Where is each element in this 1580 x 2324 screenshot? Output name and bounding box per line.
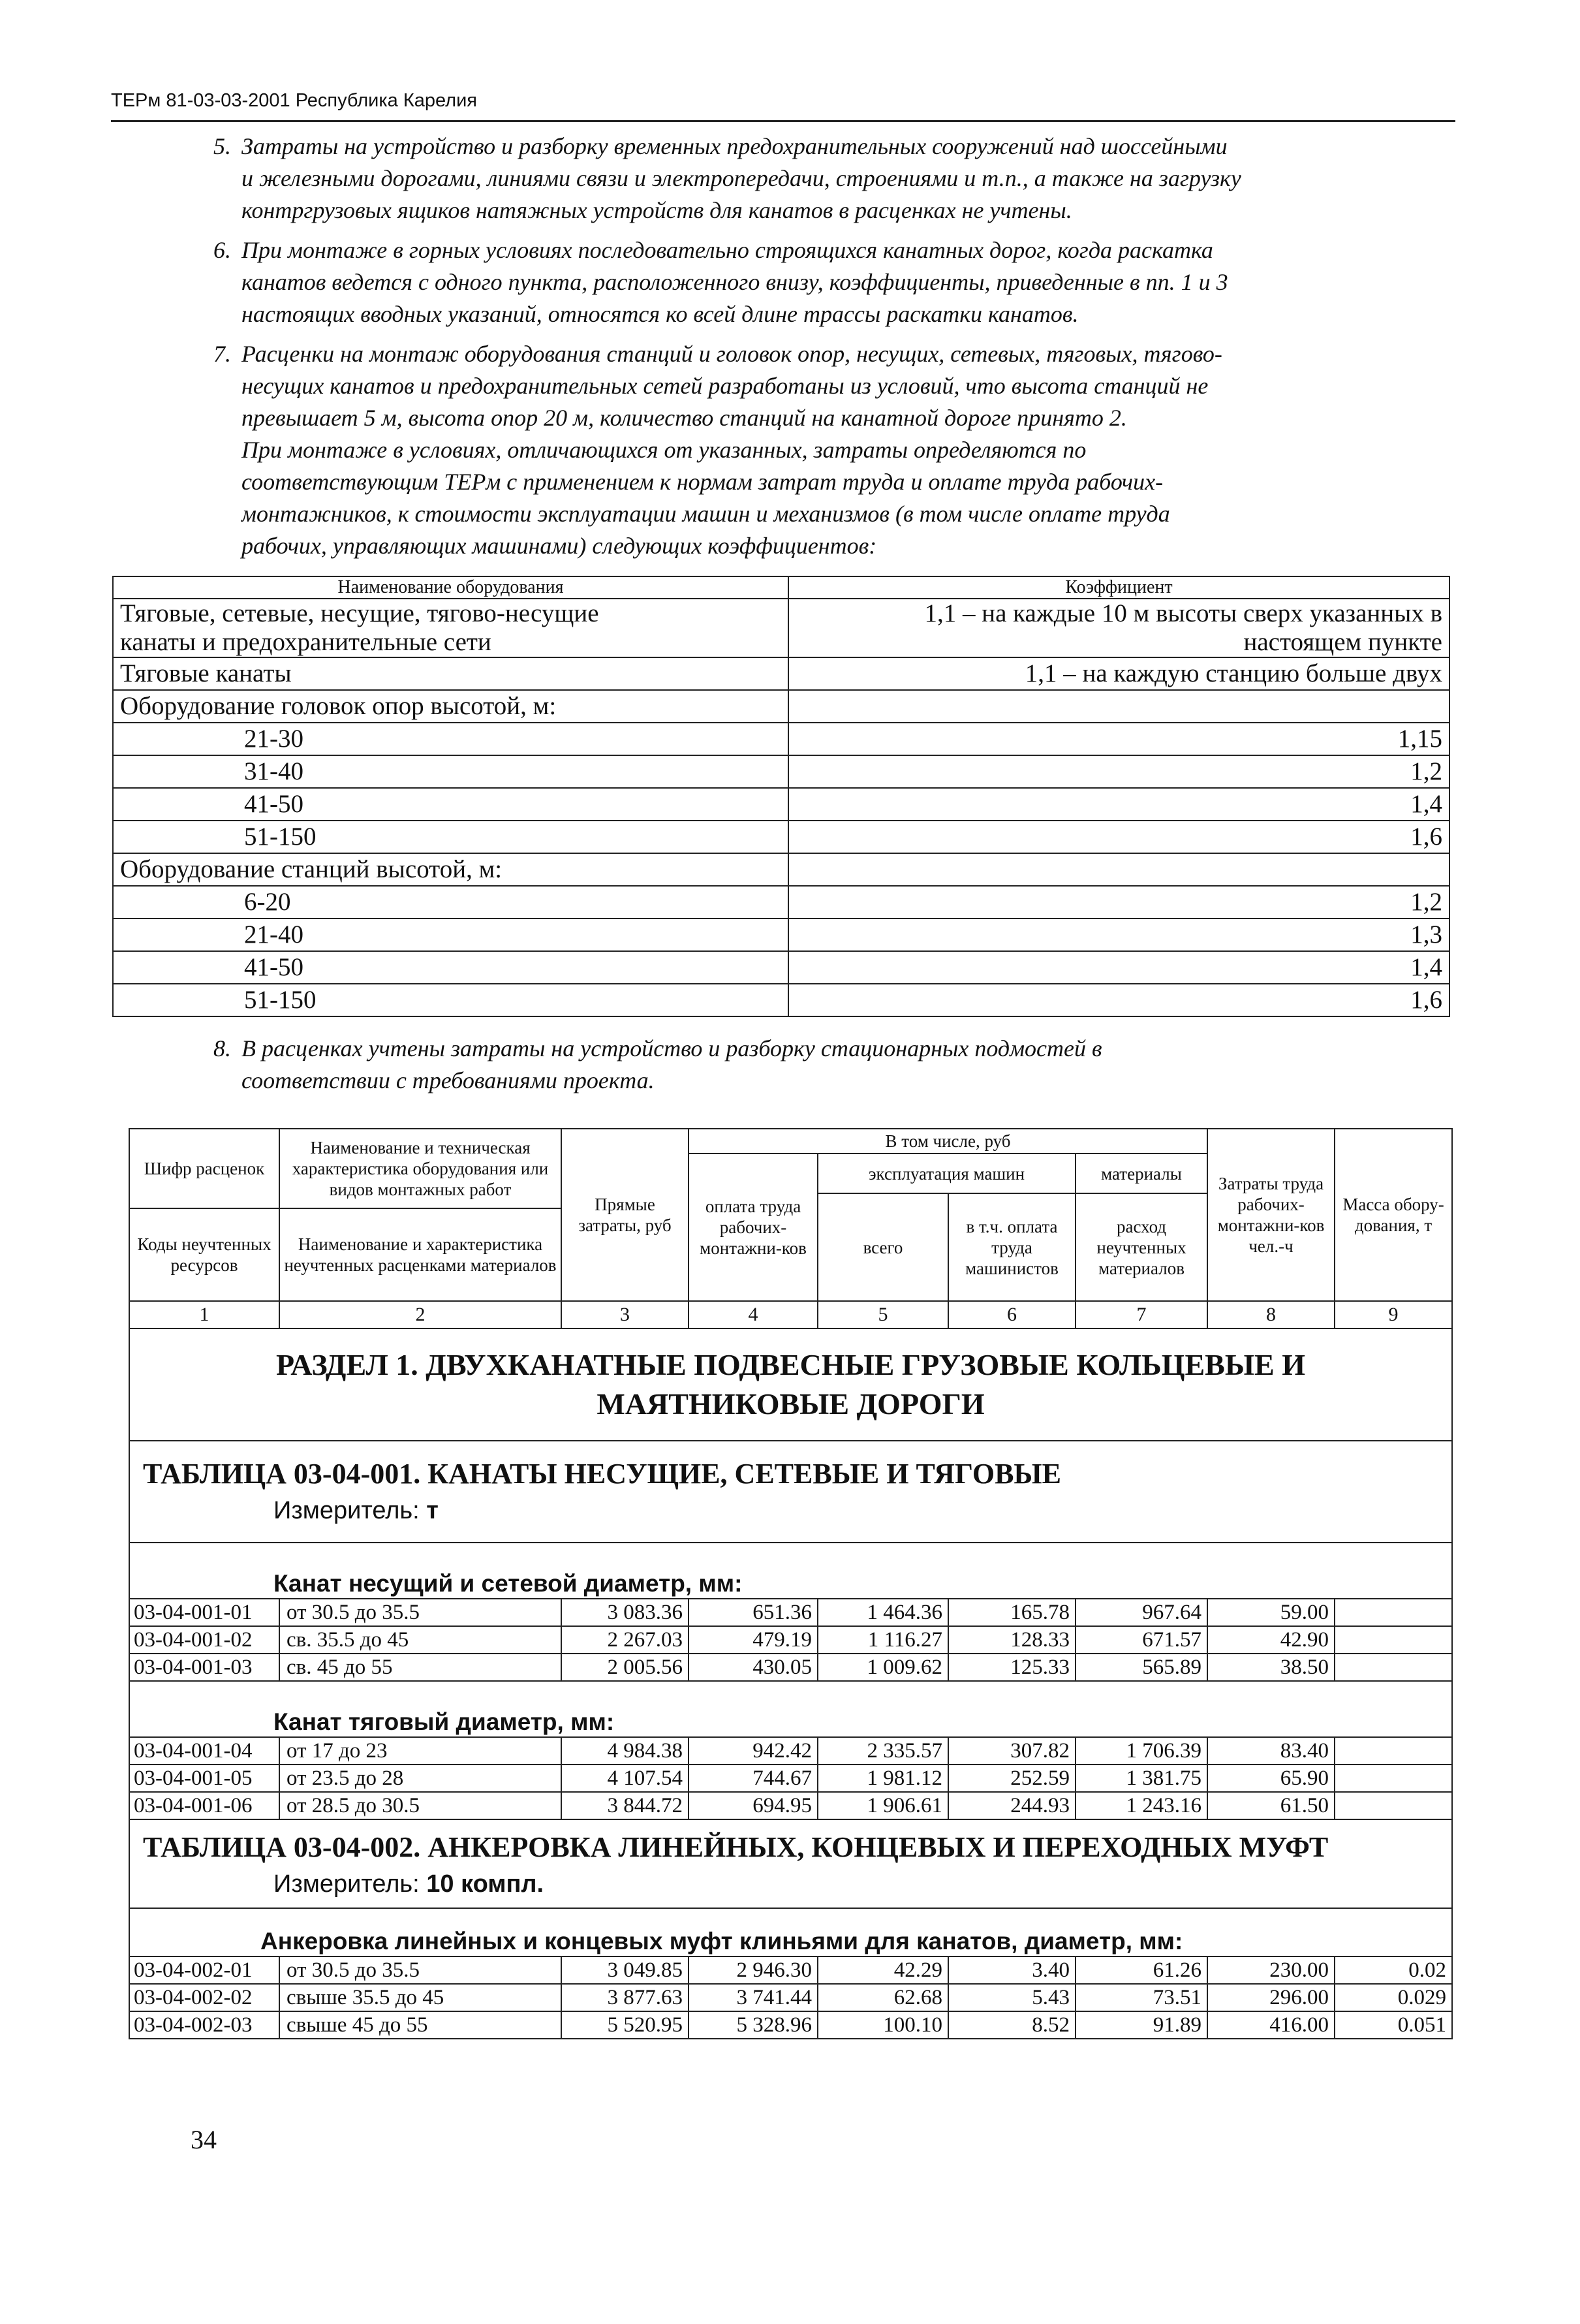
column-numbers-row: [129, 1301, 1452, 1328]
note-line: контргрузовых ящиков натяжных устройств для канатов в расценках не учтены.: [241, 197, 1072, 223]
row-code: 03-04-001-06: [129, 1792, 279, 1819]
coef-value: 1,4: [788, 788, 1449, 821]
section-row: [129, 1328, 1452, 1441]
coef-value: 1,2: [788, 886, 1449, 919]
row-machines: 1 981.12: [818, 1765, 948, 1792]
meter-label: Измеритель:: [273, 1870, 427, 1898]
row-labor: 61.50: [1207, 1792, 1335, 1819]
row-direct: 2 267.03: [561, 1626, 689, 1654]
row-mass: [1335, 1792, 1452, 1819]
group-title: Канат тяговый диаметр, мм:: [129, 1681, 1452, 1737]
row-machinists: 128.33: [948, 1626, 1076, 1654]
note-number: 7.: [213, 341, 231, 367]
note-line: и железными дорогами, линиями связи и электропередачи, строениями и т.п., а также на загрузку: [241, 165, 1241, 191]
group-title: Анкеровка линейных и концевых муфт клиньями для канатов, диаметр, мм:: [129, 1908, 1452, 1956]
table-title-text: ТАБЛИЦА 03-04-001. КАНАТЫ НЕСУЩИЕ, СЕТЕВЫЕ И ТЯГОВЫЕ: [143, 1458, 1061, 1490]
row-name: от 23.5 до 28: [279, 1765, 561, 1792]
row-mass: [1335, 1626, 1452, 1654]
section-title-line: МАЯТНИКОВЫЕ ДОРОГИ: [596, 1387, 985, 1421]
row-machinists: 5.43: [948, 1984, 1076, 2011]
row-materials: 73.51: [1076, 1984, 1207, 2011]
coef-name-line: Тяговые, сетевые, несущие, тягово-несущие: [120, 599, 599, 627]
row-code: 03-04-001-05: [129, 1765, 279, 1792]
coef-row: [113, 919, 1449, 951]
table-row: [129, 1626, 1452, 1654]
page-number: 34: [191, 2125, 217, 2154]
row-wages: 694.95: [689, 1792, 818, 1819]
running-header: ТЕРм 81-03-03-2001 Республика Карелия: [111, 90, 478, 111]
row-wages: 479.19: [689, 1626, 818, 1654]
note-line: несущих канатов и предохранительных сетей разработаны из условий, что высота станций не: [241, 373, 1209, 399]
row-mass: [1335, 1737, 1452, 1765]
note-line: монтажников, к стоимости эксплуатации машин и механизмов (в том числе оплате труда: [241, 501, 1170, 527]
coef-height: 21-40: [113, 919, 788, 951]
row-name: от 28.5 до 30.5: [279, 1792, 561, 1819]
coef-height: 41-50: [113, 951, 788, 984]
table-row: [129, 1984, 1452, 2011]
table-row: [129, 1956, 1452, 1984]
row-machines: 1 464.36: [818, 1599, 948, 1626]
row-labor: 230.00: [1207, 1956, 1335, 1984]
row-wages: 5 328.96: [689, 2011, 818, 2039]
row-code: 03-04-001-02: [129, 1626, 279, 1654]
row-code: 03-04-001-01: [129, 1599, 279, 1626]
table-row: [129, 1792, 1452, 1819]
row-code: 03-04-002-02: [129, 1984, 279, 2011]
col-number: 3: [561, 1301, 689, 1328]
row-mass: 0.02: [1335, 1956, 1452, 1984]
coef-value: 1,6: [788, 984, 1449, 1016]
row-machines: 1 116.27: [818, 1626, 948, 1654]
col-number: 9: [1335, 1301, 1452, 1328]
row-machinists: 252.59: [948, 1765, 1076, 1792]
hdr-material-names: Наименование и характеристика неучтенных расценками материалов: [279, 1208, 561, 1301]
coef-row: [113, 657, 1449, 690]
coef-header-name: Наименование оборудования: [113, 576, 788, 599]
group-row: [129, 1681, 1452, 1737]
row-materials: 967.64: [1076, 1599, 1207, 1626]
note-line: соответствии с требованиями проекта.: [241, 1067, 655, 1093]
row-mass: 0.051: [1335, 2011, 1452, 2039]
row-materials: 671.57: [1076, 1626, 1207, 1654]
table-row: [129, 1654, 1452, 1681]
row-machines: 1 906.61: [818, 1792, 948, 1819]
header-row-1: [129, 1129, 1452, 1154]
note-line: рабочих, управляющих машинами) следующих коэффициентов:: [241, 533, 877, 559]
col-number: 7: [1076, 1301, 1207, 1328]
coef-value-line: 1,1 – на каждые 10 м высоты сверх указанных в: [924, 599, 1442, 627]
row-code: 03-04-001-04: [129, 1737, 279, 1765]
row-mass: [1335, 1599, 1452, 1626]
coef-height: 51-150: [113, 984, 788, 1016]
row-machines: 1 009.62: [818, 1654, 948, 1681]
table-row: [129, 1599, 1452, 1626]
price-table: [129, 1128, 1453, 2039]
meter-value: т: [426, 1497, 439, 1524]
row-wages: 942.42: [689, 1737, 818, 1765]
row-machinists: 165.78: [948, 1599, 1076, 1626]
row-machines: 42.29: [818, 1956, 948, 1984]
note-line: В расценках учтены затраты на устройство и разборку стационарных подмостей в: [241, 1035, 1102, 1061]
note-line: превышает 5 м, высота опор 20 м, количество станций на канатной дороге принято 2.: [241, 405, 1127, 431]
row-machinists: 125.33: [948, 1654, 1076, 1681]
hdr-mass: Масса обору-дования, т: [1335, 1129, 1452, 1301]
row-machines: 62.68: [818, 1984, 948, 2011]
row-labor: 296.00: [1207, 1984, 1335, 2011]
table-meter: [143, 1866, 1451, 1902]
notes-block: [213, 131, 1449, 570]
row-direct: 4 984.38: [561, 1737, 689, 1765]
coef-header-row: [113, 576, 1449, 599]
row-direct: 5 520.95: [561, 2011, 689, 2039]
hdr-code: Шифр расценок: [129, 1129, 279, 1208]
row-name: от 30.5 до 35.5: [279, 1956, 561, 1984]
row-direct: 3 877.63: [561, 1984, 689, 2011]
row-mass: 0.029: [1335, 1984, 1452, 2011]
hdr-direct-costs: Прямые затраты, руб: [561, 1129, 689, 1301]
row-code: 03-04-002-03: [129, 2011, 279, 2039]
coef-row: [113, 788, 1449, 821]
row-materials: 565.89: [1076, 1654, 1207, 1681]
row-labor: 42.90: [1207, 1626, 1335, 1654]
table-row: [129, 2011, 1452, 2039]
row-name: от 30.5 до 35.5: [279, 1599, 561, 1626]
note-6: [213, 234, 1449, 330]
row-code: 03-04-001-03: [129, 1654, 279, 1681]
table-title-text: ТАБЛИЦА 03-04-002. АНКЕРОВКА ЛИНЕЙНЫХ, КОНЦЕВЫХ И ПЕРЕХОДНЫХ МУФТ: [143, 1831, 1329, 1863]
section-title-line: РАЗДЕЛ 1. ДВУХКАНАТНЫЕ ПОДВЕСНЫЕ ГРУЗОВЫЕ КОЛЬЦЕВЫЕ И: [276, 1348, 1305, 1381]
row-materials: 61.26: [1076, 1956, 1207, 1984]
row-materials: 1 706.39: [1076, 1737, 1207, 1765]
row-name: свыше 45 до 55: [279, 2011, 561, 2039]
row-materials: 1 381.75: [1076, 1765, 1207, 1792]
table-row: [129, 1737, 1452, 1765]
row-machines: 2 335.57: [818, 1737, 948, 1765]
table-row: [129, 1765, 1452, 1792]
row-direct: 3 083.36: [561, 1599, 689, 1626]
row-name: св. 35.5 до 45: [279, 1626, 561, 1654]
coef-value: [788, 599, 1449, 657]
coef-height: 6-20: [113, 886, 788, 919]
header-rule: [111, 120, 1455, 122]
row-wages: 3 741.44: [689, 1984, 818, 2011]
section-title: [129, 1328, 1452, 1441]
row-machines: 100.10: [818, 2011, 948, 2039]
row-direct: 2 005.56: [561, 1654, 689, 1681]
row-wages: 2 946.30: [689, 1956, 818, 1984]
hdr-material-use: расход неучтенных материалов: [1076, 1193, 1207, 1301]
col-number: 1: [129, 1301, 279, 1328]
note-line: При монтаже в условиях, отличающихся от указанных, затраты определяются по: [241, 437, 1087, 463]
note-8-body: [213, 1033, 1449, 1097]
row-wages: 744.67: [689, 1765, 818, 1792]
coefficient-table: [112, 576, 1450, 1017]
row-machinists: 244.93: [948, 1792, 1076, 1819]
coef-group-label: Оборудование станций высотой, м:: [113, 853, 788, 886]
note-line: настоящих вводных указаний, относятся ко всей длине трассы раскатки канатов.: [241, 301, 1079, 327]
row-wages: 430.05: [689, 1654, 818, 1681]
row-materials: 91.89: [1076, 2011, 1207, 2039]
hdr-including: В том числе, руб: [689, 1129, 1207, 1154]
coef-value: 1,2: [788, 755, 1449, 788]
col-number: 4: [689, 1301, 818, 1328]
coef-row: [113, 886, 1449, 919]
row-machinists: 8.52: [948, 2011, 1076, 2039]
note-line: соответствующим ТЕРм с применением к нормам затрат труда и оплате труда рабочих-: [241, 469, 1164, 495]
note-7: [213, 338, 1449, 562]
col-number: 8: [1207, 1301, 1335, 1328]
hdr-labor: Затраты труда рабочих-монтажни-ков чел.-ч: [1207, 1129, 1335, 1301]
coef-value-line: настоящем пункте: [1243, 628, 1442, 656]
row-mass: [1335, 1654, 1452, 1681]
row-labor: 416.00: [1207, 2011, 1335, 2039]
coef-row: [113, 723, 1449, 755]
note-line: При монтаже в горных условиях последовательно строящихся канатных дорог, когда раскатка: [241, 237, 1213, 263]
row-labor: 38.50: [1207, 1654, 1335, 1681]
note-number: 5.: [213, 133, 231, 159]
coef-height: 21-30: [113, 723, 788, 755]
coef-group-row: [113, 853, 1449, 886]
coef-value: 1,3: [788, 919, 1449, 951]
row-name: от 17 до 23: [279, 1737, 561, 1765]
coef-header-coef: Коэффициент: [788, 576, 1449, 599]
row-machinists: 307.82: [948, 1737, 1076, 1765]
hdr-machines: эксплуатация машин: [818, 1154, 1076, 1193]
row-labor: 83.40: [1207, 1737, 1335, 1765]
hdr-resource-codes: Коды неучтенных ресурсов: [129, 1208, 279, 1301]
col-number: 5: [818, 1301, 948, 1328]
table-meter: [143, 1492, 1451, 1529]
row-direct: 3 049.85: [561, 1956, 689, 1984]
hdr-machinists: в т.ч. оплата труда машинистов: [948, 1193, 1076, 1301]
note-line: Затраты на устройство и разборку временных предохранительных сооружений над шоссейными: [241, 133, 1228, 159]
row-machinists: 3.40: [948, 1956, 1076, 1984]
coef-name-line: канаты и предохранительные сети: [120, 628, 491, 656]
row-direct: 4 107.54: [561, 1765, 689, 1792]
col-number: 6: [948, 1301, 1076, 1328]
coef-empty: [788, 690, 1449, 723]
note-5: [213, 131, 1449, 227]
coef-row: [113, 821, 1449, 853]
coef-group-label: Оборудование головок опор высотой, м:: [113, 690, 788, 723]
table-title-row: [129, 1441, 1452, 1543]
group-row: [129, 1908, 1452, 1956]
coef-value: 1,6: [788, 821, 1449, 853]
row-mass: [1335, 1765, 1452, 1792]
coef-name: [113, 599, 788, 657]
coef-empty: [788, 853, 1449, 886]
coef-row: [113, 951, 1449, 984]
col-number: 2: [279, 1301, 561, 1328]
group-row: [129, 1543, 1452, 1599]
coef-group-row: [113, 690, 1449, 723]
row-name: свыше 35.5 до 45: [279, 1984, 561, 2011]
hdr-name: Наименование и техническая характеристика оборудования или видов монтажных работ: [279, 1129, 561, 1208]
coef-value: 1,15: [788, 723, 1449, 755]
table-title: [129, 1441, 1452, 1543]
hdr-materials: материалы: [1076, 1154, 1207, 1193]
note-8: [213, 1033, 1449, 1105]
note-number: 8.: [213, 1035, 231, 1061]
row-labor: 65.90: [1207, 1765, 1335, 1792]
coef-height: 51-150: [113, 821, 788, 853]
coef-value: 1,1 – на каждую станцию больше двух: [788, 657, 1449, 690]
row-direct: 3 844.72: [561, 1792, 689, 1819]
row-name: св. 45 до 55: [279, 1654, 561, 1681]
coef-row: [113, 599, 1449, 657]
hdr-total: всего: [818, 1193, 948, 1301]
row-materials: 1 243.16: [1076, 1792, 1207, 1819]
hdr-wages: оплата труда рабочих-монтажни-ков: [689, 1154, 818, 1301]
row-code: 03-04-002-01: [129, 1956, 279, 1984]
note-line: канатов ведется с одного пункта, расположенного внизу, коэффициенты, приведенные в пп. 1 и 3: [241, 269, 1228, 295]
coef-height: 41-50: [113, 788, 788, 821]
note-number: 6.: [213, 237, 231, 263]
table-title-row: [129, 1819, 1452, 1908]
meter-value: 10 компл.: [426, 1870, 544, 1898]
group-title: Канат несущий и сетевой диаметр, мм:: [129, 1543, 1452, 1599]
row-wages: 651.36: [689, 1599, 818, 1626]
note-line: Расценки на монтаж оборудования станций и головок опор, несущих, сетевых, тяговых, тягово-: [241, 341, 1222, 367]
table-title: [129, 1819, 1452, 1908]
coef-name: Тяговые канаты: [113, 657, 788, 690]
coef-height: 31-40: [113, 755, 788, 788]
coef-value: 1,4: [788, 951, 1449, 984]
coef-row: [113, 755, 1449, 788]
coef-row: [113, 984, 1449, 1016]
row-labor: 59.00: [1207, 1599, 1335, 1626]
meter-label: Измеритель:: [273, 1497, 427, 1524]
